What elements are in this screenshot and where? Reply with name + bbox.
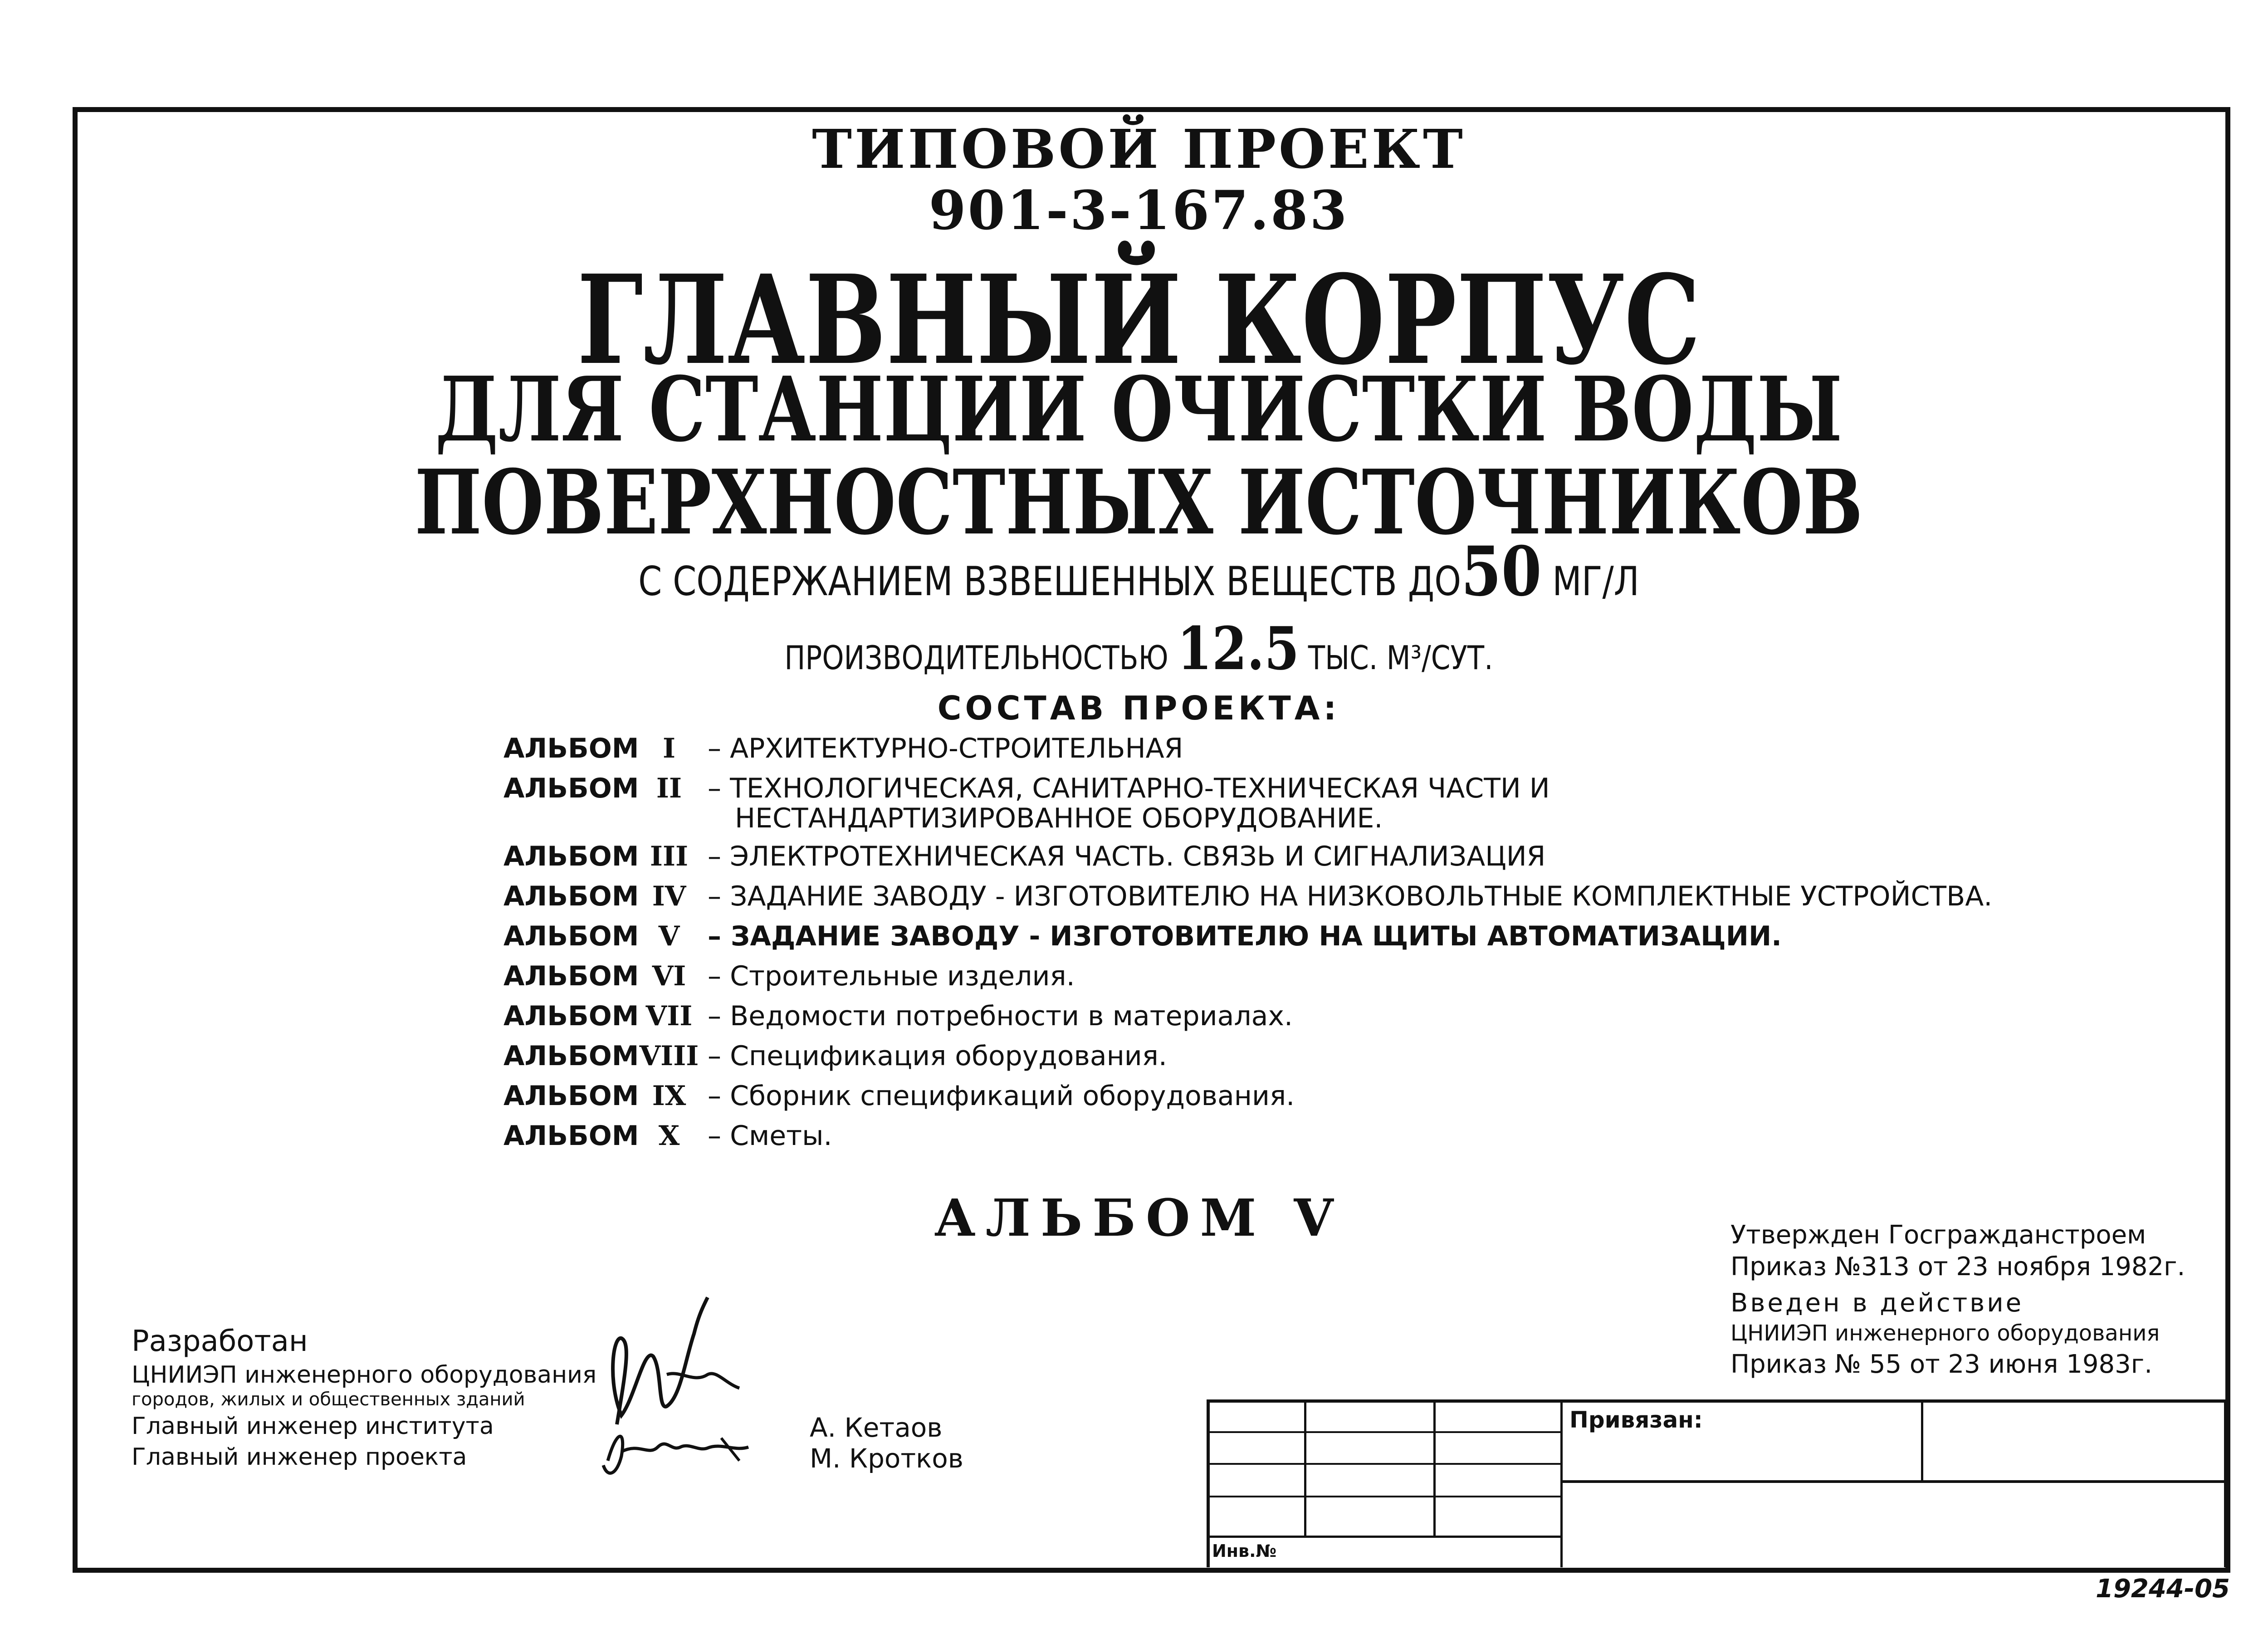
album-number: III: [650, 841, 689, 872]
album-number: IX: [652, 1080, 686, 1112]
capacity-label: ПРОИЗВОДИТЕЛЬНОСТЬЮ: [784, 639, 1168, 677]
album-label: АЛЬБОМ: [503, 960, 639, 992]
album-label: АЛЬБОМ: [503, 1120, 639, 1152]
album-label: АЛЬБОМ: [503, 841, 639, 872]
album-text: – ТЕХНОЛОГИЧЕСКАЯ, САНИТАРНО-ТЕХНИЧЕСКАЯ ЧАСТИ И: [708, 773, 1550, 804]
album-number: VII: [645, 1000, 693, 1032]
album-text: – ЭЛЕКТРОТЕХНИЧЕСКАЯ ЧАСТЬ. СВЯЗЬ И СИГНАЛИЗАЦИЯ: [708, 841, 1546, 872]
album-number: V: [658, 920, 680, 952]
title-block-stamp: [1207, 1399, 2227, 1567]
album-label: АЛЬБОМ: [503, 773, 639, 804]
capacity-value: 12.5: [1177, 614, 1300, 683]
album-text: – Спецификация оборудования.: [708, 1040, 1167, 1072]
role-chief-engineer-project: Главный инженер проекта: [132, 1443, 467, 1471]
title-line-3: ПОВЕРХНОСТНЫХ ИСТОЧНИКОВ: [415, 450, 1863, 555]
approval-line-3: Введен в действие: [1730, 1288, 2024, 1318]
title-line-5: [171, 614, 2107, 683]
approval-line-2: Приказ №313 от 23 ноября 1982г.: [1730, 1252, 2185, 1282]
name-chief-engineer-institute: А. Кетаов: [810, 1412, 943, 1443]
composition-heading: СОСТАВ ПРОЕКТА:: [937, 689, 1340, 727]
album-number: VIII: [639, 1040, 699, 1072]
suspended-solids-label: С СОДЕРЖАНИЕМ ВЗВЕШЕННЫХ ВЕЩЕСТВ ДО: [638, 558, 1461, 605]
suspended-solids-value: 50: [1461, 532, 1542, 611]
album-text: – ЗАДАНИЕ ЗАВОДУ - ИЗГОТОВИТЕЛЮ НА ЩИТЫ АВТОМАТИЗАЦИИ.: [708, 920, 1782, 952]
album-number: IV: [652, 881, 686, 912]
album-number: VI: [652, 960, 686, 992]
title-line-4: [171, 532, 2107, 611]
project-number: 901-3-167.83: [929, 179, 1349, 242]
album-label: АЛЬБОМ: [503, 1080, 639, 1112]
developer-org-1: ЦНИИЭП инженерного оборудования: [132, 1361, 597, 1389]
role-chief-engineer-institute: Главный инженер института: [132, 1413, 494, 1440]
inventory-number-label: Инв.№: [1212, 1541, 1277, 1561]
album-label: АЛЬБОМ: [503, 733, 639, 764]
album-label: АЛЬБОМ: [503, 920, 639, 952]
current-album: АЛЬБОМ V: [934, 1189, 1344, 1248]
capacity-unit: ТЫС. М³/СУТ.: [1308, 639, 1493, 677]
type-project-heading: ТИПОВОЙ ПРОЕКТ: [812, 117, 1466, 181]
album-label: АЛЬБОМ: [503, 1040, 639, 1072]
album-number: X: [658, 1120, 680, 1152]
album-number: I: [662, 733, 676, 764]
developer-heading: Разработан: [132, 1325, 308, 1358]
approval-line-5: Приказ № 55 от 23 июня 1983г.: [1730, 1350, 2152, 1379]
album-text: – Ведомости потребности в материалах.: [708, 1000, 1293, 1032]
album-text: – Сметы.: [708, 1120, 832, 1152]
album-number: II: [656, 773, 682, 804]
album-text: – ЗАДАНИЕ ЗАВОДУ - ИЗГОТОВИТЕЛЮ НА НИЗКОВОЛЬТНЫЕ КОМПЛЕКТНЫЕ УСТРОЙСТВА.: [708, 881, 1993, 912]
title-line-2: ДЛЯ СТАНЦИИ ОЧИСТКИ ВОДЫ: [435, 357, 1843, 462]
bound-label: Привязан:: [1569, 1407, 1703, 1433]
suspended-solids-unit: МГ/Л: [1552, 558, 1639, 605]
name-chief-engineer-project: М. Кротков: [810, 1443, 963, 1474]
signatures-image: [590, 1279, 807, 1497]
developer-org-2: городов, жилых и общественных зданий: [132, 1389, 525, 1410]
album-text: – Строительные изделия.: [708, 960, 1075, 992]
album-text: – Сборник спецификаций оборудования.: [708, 1080, 1295, 1112]
title-main: ГЛАВНЫЙ КОРПУС: [577, 248, 1701, 392]
album-text: – АРХИТЕКТУРНО-СТРОИТЕЛЬНАЯ: [708, 733, 1183, 764]
archive-code: 19244-05: [2096, 1574, 2230, 1604]
album-label: АЛЬБОМ: [503, 1000, 639, 1032]
approval-line-1: Утвержден Госгражданстроем: [1730, 1220, 2146, 1250]
approval-line-4: ЦНИИЭП инженерного оборудования: [1730, 1321, 2160, 1346]
album-text-continued: НЕСТАНДАРТИЗИРОВАННОЕ ОБОРУДОВАНИЕ.: [735, 802, 1383, 834]
album-label: АЛЬБОМ: [503, 881, 639, 912]
